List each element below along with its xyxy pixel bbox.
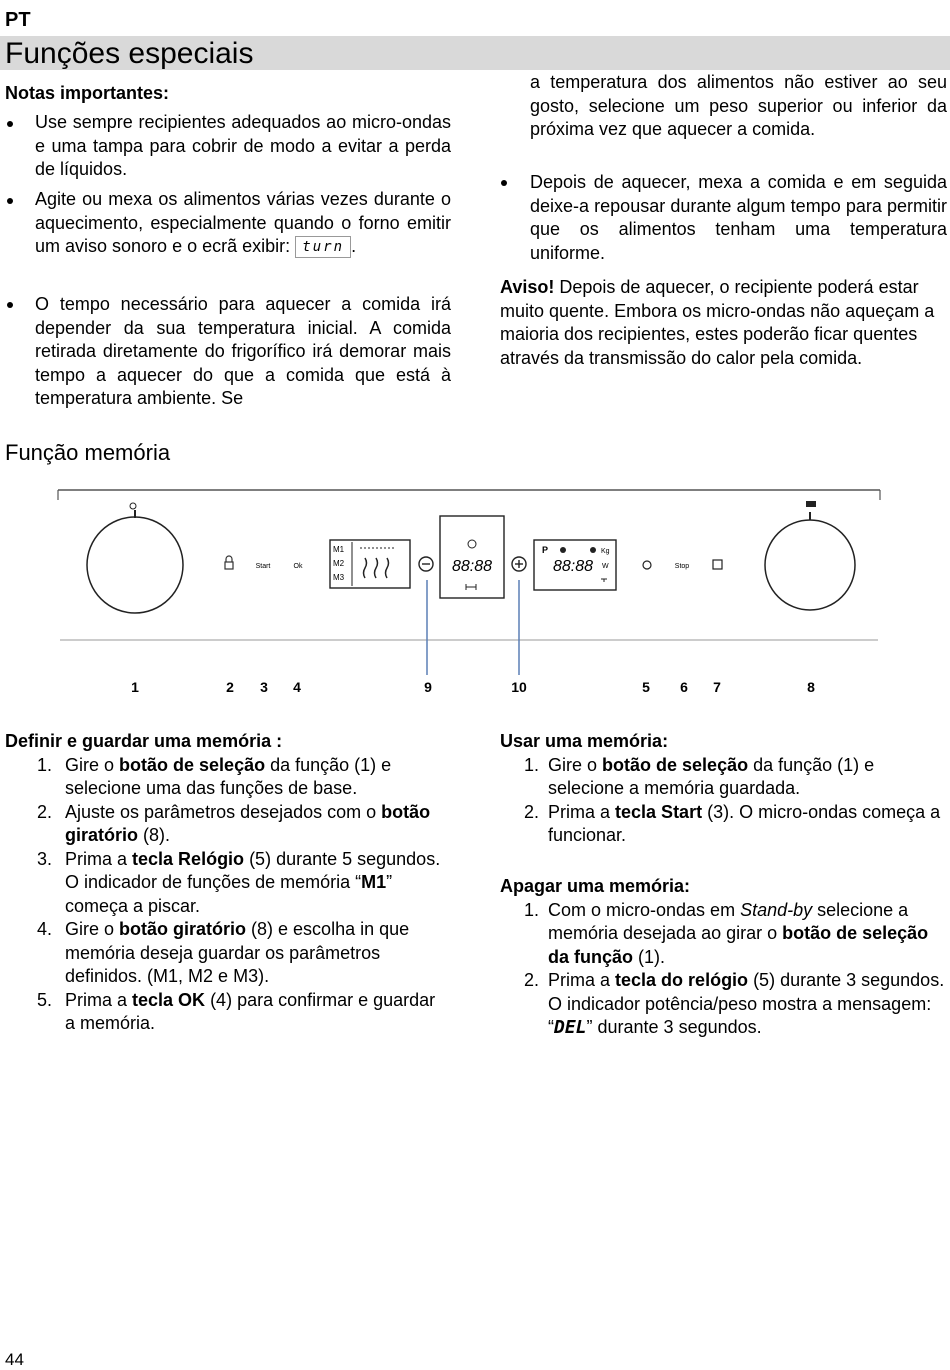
page-title: Funções especiais: [5, 37, 254, 70]
define-step-2: 2. Ajuste os parâmetros desejados com o botão giratório (8).: [37, 801, 431, 845]
define-memory-section: [5, 730, 445, 1036]
note-3-continued: a temperatura dos alimentos não estiver ao seu gosto, selecione um peso superior ou inferior da próxima vez que aquecer a comida.: [530, 72, 947, 139]
define-step-3: 3. Prima a tecla Relógio (5) durante 5 segundos. O indicador de funções de memória “M1” começa a piscar.: [37, 848, 441, 916]
power-display-digits: 88:88: [552, 558, 594, 575]
define-heading: Definir e guardar uma memória :: [5, 731, 283, 751]
bullet-dot: [7, 121, 13, 127]
note-2: [35, 188, 451, 259]
erase-step-2: 2. Prima a tecla do relógio (5) durante 3 segundos. O indicador potência/peso mostra a mensagem: “DEL” durante 3 segundos.: [524, 970, 945, 1038]
key-icon: [601, 579, 607, 582]
bullet-dot: [7, 198, 13, 204]
callout-4: 4: [293, 679, 301, 695]
use-step-2: 2. Prima a tecla Start (3). O micro-ondas começa a funcionar.: [524, 801, 941, 845]
defrost-icon: [560, 547, 566, 553]
timer-icon: [466, 584, 476, 590]
alarm-clock-icon: [468, 540, 476, 548]
use-steps: [500, 754, 945, 848]
callout-8: 8: [807, 679, 815, 695]
time-display-box: [440, 516, 504, 598]
warning-text: Depois de aquecer, o recipiente poderá estar muito quente. Embora os micro-ondas não aqueçam a maioria dos recipientes, estes poderão ficar quentes através da transmissão do calor pela comida.: [500, 277, 935, 368]
rotary-knob: [765, 520, 855, 610]
define-step-5: 5. Prima a tecla OK (4) para confirmar e guardar a memória.: [37, 989, 436, 1033]
use-heading: Usar uma memória:: [500, 731, 669, 751]
erase-steps: [500, 899, 945, 1040]
language-tag: PT: [5, 9, 31, 31]
callout-10: 10: [511, 679, 527, 695]
define-step-1: 1. Gire o botão de seleção da função (1) e selecione uma das funções de base.: [37, 754, 392, 798]
define-steps: [5, 754, 445, 1036]
define-step-4: 4. Gire o botão giratório (8) e escolha in que memória deseja guardar os parâmetros definidos. (M1, M2 e M3).: [37, 919, 410, 986]
memory-heading: Função memória: [5, 440, 171, 465]
callout-3: 3: [260, 679, 268, 695]
power-flag-w: W: [602, 563, 609, 570]
page-number: 44: [5, 1350, 24, 1369]
callout-7: 7: [713, 679, 721, 695]
del-display-text: DEL: [554, 1017, 587, 1038]
mem-label-m3: M3: [333, 573, 345, 582]
note-4: Depois de aquecer, mexa a comida e em seguida deixe-a repousar durante algum tempo para permitir que os alimentos tenham uma temperatura uniforme.: [530, 172, 947, 263]
door-key-icon: [713, 560, 722, 569]
power-flag-p: P: [542, 545, 549, 555]
power-symbol-icon: [130, 503, 136, 509]
note-1: Use sempre recipientes adequados ao micro-ondas e uma tampa para cobrir de modo a evitar a perda de líquidos.: [35, 112, 451, 179]
callout-1: 1: [131, 679, 139, 695]
turn-display-icon: turn: [295, 236, 351, 258]
erase-heading: Apagar uma memória:: [500, 876, 691, 896]
erase-memory-section: [500, 875, 945, 1040]
lock-icon: [225, 562, 233, 569]
warning-label: Aviso!: [500, 277, 555, 297]
note-3: O tempo necessário para aquecer a comida irá depender da sua temperatura inicial. A comida retirada diretamente do frigorífico irá demorar mais tempo a aquecer do que a comida que está à temperatura ambiente. Se: [35, 294, 451, 408]
notes-heading: Notas importantes:: [5, 83, 170, 103]
warning: [500, 276, 947, 370]
bullet-dot: [7, 302, 13, 308]
callout-9: 9: [424, 679, 432, 695]
stop-key-label: Stop: [674, 563, 690, 570]
use-memory-section: [500, 730, 945, 848]
steam-icon: [364, 558, 389, 578]
grill-icon: [590, 547, 596, 553]
bullet-dot: [501, 180, 507, 186]
time-display-digits: 88:88: [451, 558, 493, 575]
power-flag-kg: Kg: [601, 548, 610, 555]
callout-2: 2: [226, 679, 234, 695]
clock-key-icon: [643, 561, 651, 569]
use-step-1: 1. Gire o botão de seleção da função (1) e selecione a memória guardada.: [524, 754, 875, 798]
mem-label-m2: M2: [333, 559, 345, 568]
mem-label-m1: M1: [333, 545, 345, 554]
start-key-label: Start: [255, 563, 271, 570]
rotary-symbol-icon: [806, 501, 816, 507]
callout-6: 6: [680, 679, 688, 695]
note-2-end: .: [351, 236, 357, 256]
control-panel-diagram: [0, 480, 950, 700]
selection-knob: [87, 517, 183, 613]
erase-step-1: 1. Com o micro-ondas em Stand-by selecione a memória desejada ao girar o botão de seleção da função (1).: [524, 899, 929, 967]
ok-key-label: Ok: [293, 563, 303, 570]
note-2-text: Agite ou mexa os alimentos várias vezes durante o aquecimento, especialmente quando o forno emitir um aviso sonoro e o ecrã exibir:: [35, 189, 451, 256]
callout-5: 5: [642, 679, 650, 695]
